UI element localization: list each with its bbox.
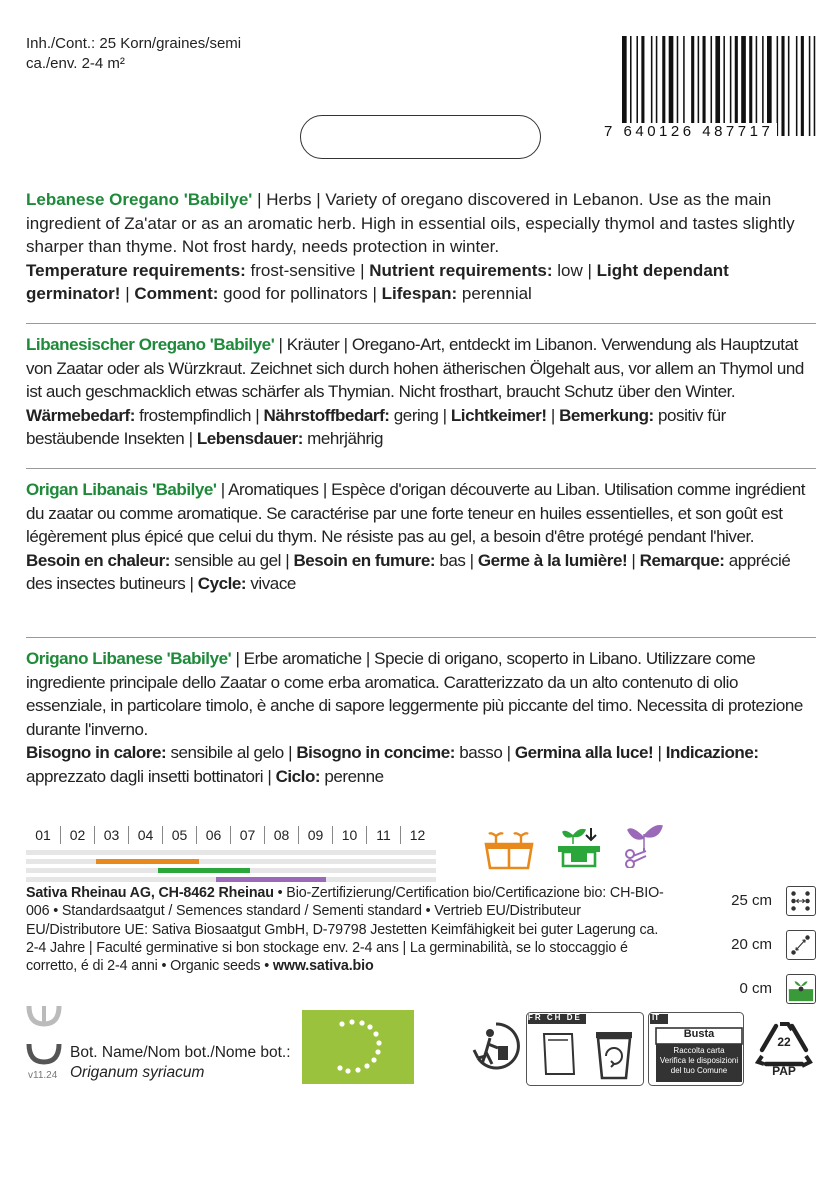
calendar-bar-sowing bbox=[96, 859, 199, 864]
barcode-bar bbox=[788, 36, 790, 136]
barcode-bar bbox=[814, 36, 816, 136]
barcode bbox=[620, 36, 816, 136]
content-info bbox=[26, 34, 241, 74]
section-german: Libanesischer Oregano 'Babilye' | Kräuter | Oregano-Art, entdeckt im Libanon. Verwendung als Hauptzutat von Zaatar oder als Würzkraut. Zeichnet sich durch hohen ätherischen Ölgehalt aus, vor allem an Thymol und ist auch geschmacklich etwas schärfer als Thymian. Nicht frosthart, braucht Schutz über den Winter. Wärmebedarf: frostempfindlich | Nährstoffbedarf: gering | Lichtkeimer! | Bemerkung: positiv für bestäubende Insekten | Lebensdauer: mehrjährig bbox=[26, 335, 804, 448]
busta-line2: Verifica le disposizioni bbox=[659, 1056, 739, 1065]
barcode-bar bbox=[711, 36, 713, 136]
eu-star bbox=[367, 1024, 372, 1029]
sowing-depth-icon bbox=[786, 974, 816, 1004]
sowing-calendar bbox=[26, 826, 436, 882]
sowing-depth bbox=[700, 974, 820, 1006]
intro-french: | Aromatiques | Espèce d'origan découverte au Liban. Utilisation comme ingrédient du zaatar ou comme aromatique. Se caractérise par une forte teneur en huiles essentielles, et son goût est légèrement plus épicé que celui du thym. Ne résiste pas au gel, a besoin d'être protégé pendant l'hiver. bbox=[26, 480, 805, 546]
barcode-bar bbox=[622, 36, 627, 136]
section-italian: Origano Libanese 'Babilye' | Erbe aromatiche | Specie di origano, scoperto in Libano. Utilizzare come ingrediente principale dello Zaatar o come erba aromatica. Caratterizzato da un alto contenuto di olio essenziale, in particolare timolo, è anche di sapore leggermente più piccante del timo. Necessita di protezione durante l'inverno. Bisogno in calore: sensibile al gelo | Bisogno in concime: basso | Germina alla luce! | Indicazione: apprezzato dagli insetti bottinatori | Ciclo: perenne bbox=[26, 649, 803, 786]
calendar-track bbox=[26, 859, 436, 864]
barcode-bar bbox=[691, 36, 694, 136]
section-english: Lebanese Oregano 'Babilye' | Herbs | Variety of oregano discovered in Lebanon. Use as the main ingredient of Za'atar or as an aromatic herb. High in essential oils, especially thymol and tastes slightly sharper than thyme. Not frost hardy, needs protection in winter. Temperature requirements: frost-sensitive | Nutrient requirements: low | Light dependant germinator! | Comment: good for pollinators | Lifespan: perennial bbox=[26, 190, 795, 303]
botanical-label: Bot. Name/Nom bot./Nome bot.: bbox=[70, 1044, 291, 1061]
botanical-latin: Origanum syriacum bbox=[70, 1064, 205, 1081]
barcode-bar bbox=[767, 36, 772, 136]
plant-spacing-icon bbox=[786, 930, 816, 960]
barcode-bar bbox=[809, 36, 811, 136]
month-label: 05 bbox=[162, 826, 196, 844]
plant-spacing bbox=[700, 930, 820, 962]
barcode-bar bbox=[749, 36, 752, 136]
title-french: Origan Libanais 'Babilye' bbox=[26, 480, 217, 499]
harvest-icon bbox=[622, 822, 666, 868]
barcode-bar bbox=[723, 36, 725, 136]
sowing-depth-value: 0 cm bbox=[739, 980, 772, 997]
eu-organic-logo-icon bbox=[302, 1010, 414, 1084]
barcode-bar bbox=[781, 36, 784, 136]
barcode-bar bbox=[756, 36, 758, 136]
busta-line1: Raccolta carta bbox=[673, 1046, 725, 1055]
eu-star bbox=[345, 1068, 350, 1073]
row-spacing bbox=[700, 886, 820, 918]
version-label: v11.24 bbox=[28, 1070, 58, 1081]
calendar-bars bbox=[26, 846, 436, 882]
barcode-bar bbox=[630, 36, 632, 136]
hardiness-icon bbox=[26, 1000, 62, 1068]
eu-star bbox=[364, 1063, 369, 1068]
eu-star bbox=[349, 1019, 354, 1024]
month-label: 08 bbox=[264, 826, 298, 844]
barcode-bar bbox=[796, 36, 798, 136]
divider bbox=[26, 323, 816, 324]
month-label: 10 bbox=[332, 826, 366, 844]
month-label: 04 bbox=[128, 826, 162, 844]
busta-line3: del tuo Comune bbox=[670, 1066, 728, 1075]
barcode-bar bbox=[698, 36, 700, 136]
barcode-bar bbox=[735, 36, 738, 136]
it-code: IT bbox=[652, 1013, 660, 1022]
calendar-track bbox=[26, 850, 436, 855]
barcode-bar bbox=[730, 36, 732, 136]
pap-label: PAP bbox=[772, 1064, 796, 1078]
tidyman-recycle-icon bbox=[470, 1020, 522, 1072]
intro-english: | Herbs | Variety of oregano discovered in Lebanon. Use as the main ingredient of Za'atar or as an aromatic herb. High in essential oils, especially thymol and tastes slightly sharper than thyme. Not frost hardy, needs protection in winter. bbox=[26, 190, 795, 256]
eu-star bbox=[376, 1040, 381, 1045]
month-label: 11 bbox=[366, 826, 400, 844]
divider bbox=[26, 468, 816, 469]
planting-icon bbox=[555, 822, 603, 870]
country-de: DE bbox=[566, 1013, 582, 1022]
barcode-number: 7 640126 487717 bbox=[600, 123, 777, 140]
country-fr: FR bbox=[528, 1013, 543, 1022]
triman-sorting-icon bbox=[526, 1012, 644, 1086]
barcode-bar bbox=[683, 36, 685, 136]
barcode-bar bbox=[641, 36, 644, 136]
eu-star bbox=[375, 1049, 380, 1054]
row-spacing-icon bbox=[786, 886, 816, 916]
eu-star bbox=[373, 1031, 378, 1036]
month-label: 07 bbox=[230, 826, 264, 844]
content-line: Inh./Cont.: 25 Korn/graines/semi bbox=[26, 35, 242, 52]
calendar-bar-planting bbox=[158, 868, 250, 873]
row-spacing-value: 25 cm bbox=[731, 892, 772, 909]
barcode-bar bbox=[651, 36, 653, 136]
barcode-bar bbox=[677, 36, 679, 136]
month-label: 02 bbox=[60, 826, 94, 844]
botanical-name bbox=[70, 1043, 291, 1083]
key: Temperature requirements: bbox=[26, 260, 246, 280]
month-row bbox=[26, 826, 436, 844]
title-german: Libanesischer Oregano 'Babilye' bbox=[26, 335, 275, 354]
month-label: 01 bbox=[35, 827, 51, 843]
month-label: 03 bbox=[94, 826, 128, 844]
area-line: ca./env. 2-4 m² bbox=[26, 55, 125, 72]
eu-star bbox=[337, 1065, 342, 1070]
eu-star bbox=[339, 1021, 344, 1026]
section-french: Origan Libanais 'Babilye' | Aromatiques | Espèce d'origan découverte au Liban. Utilisation comme ingrédient du zaatar ou comme aromatique. Se caractérise par une forte teneur en huiles essentielles, et son goût est légèrement plus épicé que celui du thym. Ne résiste pas au gel, a besoin d'être protégé pendant l'hiver. Besoin en chaleur: sensible au gel | Besoin en fumure: bas | Germe à la lumière! | Remarque: apprécié des insectes butineurs | Cycle: vivace bbox=[26, 480, 805, 593]
title-italian: Origano Libanese 'Babilye' bbox=[26, 649, 232, 668]
barcode-bar bbox=[762, 36, 764, 136]
eu-star bbox=[359, 1020, 364, 1025]
company-details: • Bio-Zertifizierung/Certification bio/Certificazione bio: CH-BIO-006 • Standardsaatgut / Semences standard / Sementi standard • Vertrieb EU/Distributeur EU/Distributore UE: Sativa Biosaatgut GmbH, D-79798 Jestetten Keimfähigkeit bei guter Lagerung ca. 2-4 Jahre | Faculté germinative si bon stockage env. 2-4 ans | La germinabilità, se lo stoccaggio é corretto, é di 2-4 anni • Organic seeds • bbox=[26, 885, 664, 975]
busta-instructions bbox=[656, 1046, 742, 1076]
barcode-bar bbox=[715, 36, 720, 136]
barcode-bar bbox=[669, 36, 674, 136]
plant-spacing-value: 20 cm bbox=[731, 936, 772, 953]
month-label: 09 bbox=[298, 826, 332, 844]
intro-italian: | Erbe aromatiche | Specie di origano, scoperto in Libano. Utilizzare come ingrediente principale dello Zaatar o come erba aromatica. Caratterizzato da un alto contenuto di olio essenziale, in particolare timolo, è anche di sapore leggermente più piccante del timo. Necessita di protezione durante l'inverno. bbox=[26, 649, 803, 739]
title-english: Lebanese Oregano 'Babilye' bbox=[26, 190, 253, 209]
pap-number: 22 bbox=[777, 1035, 791, 1049]
website-link[interactable]: www.sativa.bio bbox=[272, 958, 374, 975]
month-label: 12 bbox=[400, 826, 434, 844]
hang-hole bbox=[300, 115, 541, 159]
intro-german: | Kräuter | Oregano-Art, entdeckt im Libanon. Verwendung als Hauptzutat von Zaatar oder als Würzkraut. Zeichnet sich durch hohen ätherischen Ölgehalt aus, vor allem an Thymol und ist auch geschmacklich etwas schärfer als Thymian. Nicht frosthart, braucht Schutz über den Winter. bbox=[26, 335, 804, 401]
eu-star bbox=[355, 1067, 360, 1072]
busta-title: Busta bbox=[683, 1028, 715, 1040]
month-label: 06 bbox=[196, 826, 230, 844]
company-info bbox=[26, 884, 666, 975]
divider bbox=[26, 637, 816, 638]
barcode-bar bbox=[777, 36, 779, 136]
barcode-bar bbox=[801, 36, 804, 136]
seed-tray-icon bbox=[484, 826, 534, 870]
calendar-bar-harvest bbox=[216, 877, 325, 882]
country-ch: CH bbox=[546, 1013, 563, 1022]
eu-star bbox=[371, 1057, 376, 1062]
barcode-bar bbox=[741, 36, 746, 136]
barcode-bar bbox=[636, 36, 638, 136]
company-name: Sativa Rheinau AG, CH-8462 Rheinau bbox=[26, 885, 274, 901]
barcode-bar bbox=[703, 36, 706, 136]
barcode-bar bbox=[656, 36, 658, 136]
barcode-bar bbox=[662, 36, 665, 136]
